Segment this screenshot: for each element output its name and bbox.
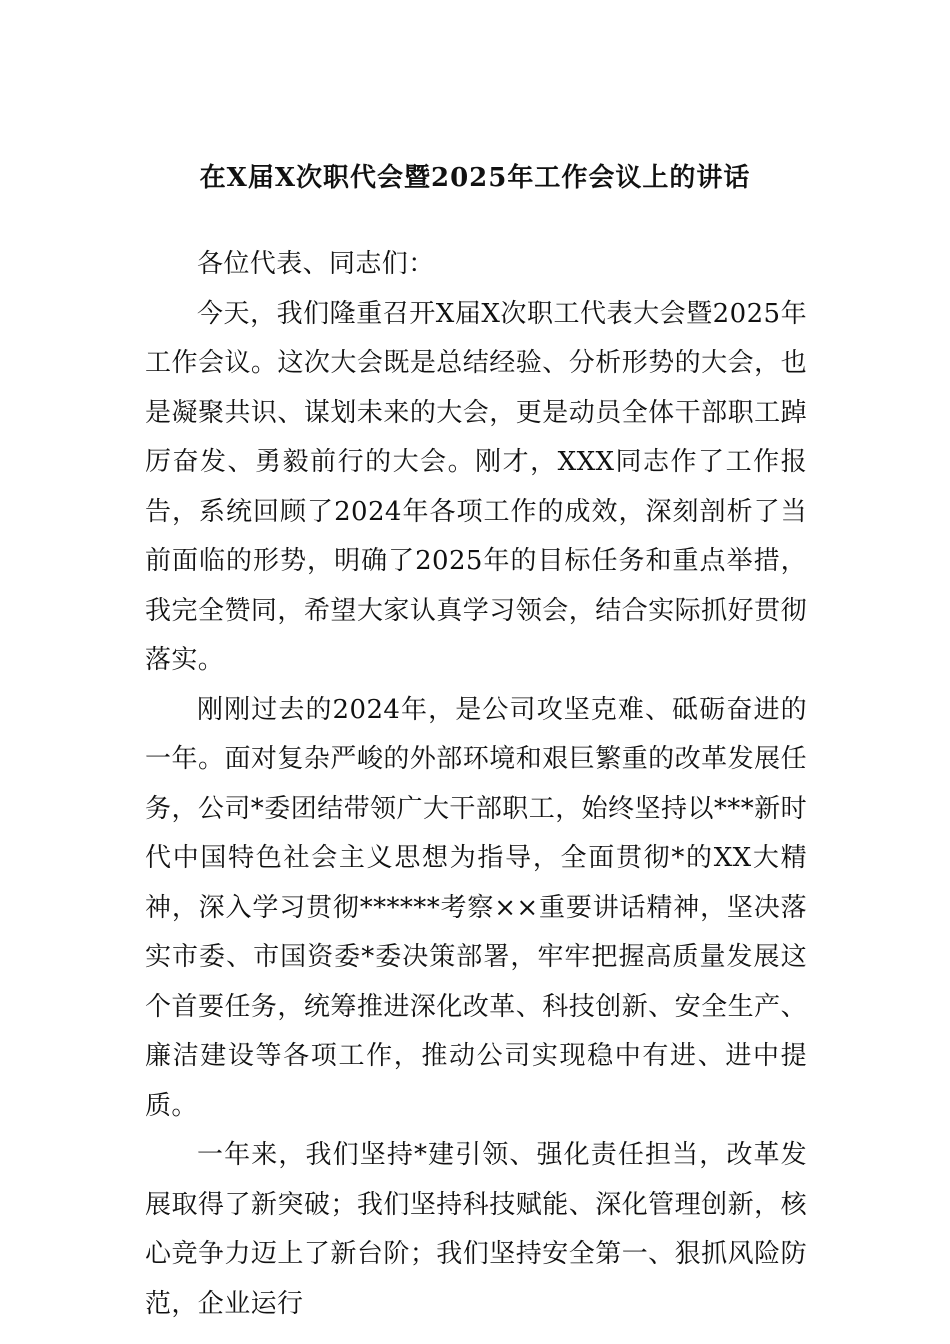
- document-body: [145, 240, 807, 1329]
- document-title: 在X届X次职代会暨2025年工作会议上的讲话: [199, 163, 751, 193]
- body-paragraph-achievements: 一年来，我们坚持*建引领、强化责任担当，改革发展取得了新突破；我们坚持科技赋能、深化管理创新，核心竞争力迈上了新台阶；我们坚持安全第一、狠抓风险防范，企业运行: [145, 1140, 807, 1319]
- body-paragraph-review: 刚刚过去的2024年，是公司攻坚克难、砥砺奋进的一年。面对复杂严峻的外部环境和艰巨繁重的改革发展任务，公司*委团结带领广大干部职工，始终坚持以***新时代中国特色社会主义思想为指导，全面贯彻*的XX大精神，深入学习贯彻******考察××重要讲话精神，坚决落实市委、市国资委*委决策部署，牢牢把握高质量发展这个首要任务，统筹推进深化改革、科技创新、安全生产、廉洁建设等各项工作，推动公司实现稳中有进、进中提质。: [145, 694, 807, 1121]
- salutation-paragraph: 各位代表、同志们：: [197, 249, 435, 279]
- body-paragraph-opening: 今天，我们隆重召开X届X次职工代表大会暨2025年工作会议。这次大会既是总结经验、分析形势的大会，也是凝聚共识、谋划未来的大会，更是动员全体干部职工踔厉奋发、勇毅前行的大会。刚才，XXX同志作了工作报告，系统回顾了2024年各项工作的成效，深刻剖析了当前面临的形势，明确了2025年的目标任务和重点举措，我完全赞同，希望大家认真学习领会，结合实际抓好贯彻落实。: [145, 298, 807, 675]
